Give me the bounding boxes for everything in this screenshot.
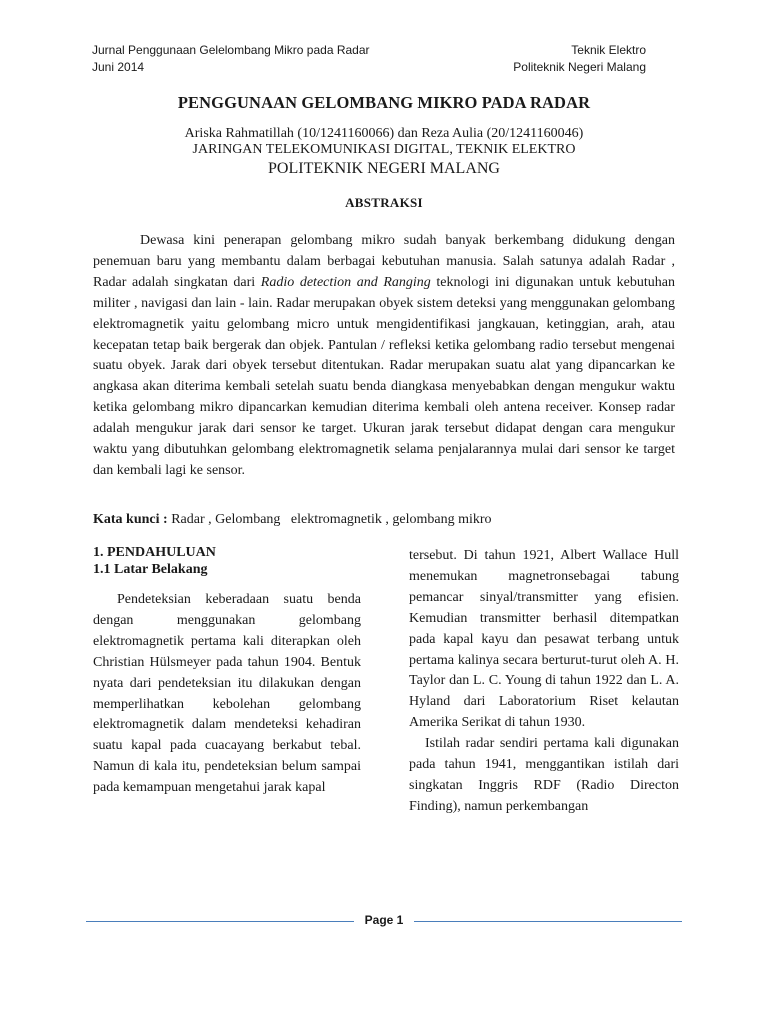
subsection-heading: 1.1 Latar Belakang xyxy=(93,561,208,577)
journal-title: Jurnal Penggunaan Gelelombang Mikro pada Radar xyxy=(92,43,370,57)
abstract-heading: ABSTRAKSI xyxy=(345,195,423,210)
left-column xyxy=(93,545,361,799)
header-institution: Politeknik Negeri Malang xyxy=(513,60,646,74)
footer-rule-right xyxy=(414,921,682,922)
journal-date: Juni 2014 xyxy=(92,60,145,74)
keywords xyxy=(93,512,683,528)
author-institution: POLITEKNIK NEGERI MALANG xyxy=(268,160,500,177)
keywords-text: Radar , Gelombang elektromagnetik , gelombang mikro xyxy=(171,512,492,527)
keywords-label: Kata kunci : xyxy=(93,512,168,527)
author-department: JARINGAN TELEKOMUNIKASI DIGITAL, TEKNIK ELEKTRO xyxy=(192,142,576,157)
header-department: Teknik Elektro xyxy=(571,43,646,57)
abstract-body xyxy=(93,231,675,482)
right-column-paragraph-2: Istilah radar sendiri pertama kali digunakan pada tahun 1941, menggantikan istilah dari singkatan Inggris RDF (Radio Directon Finding), namun perkembangan xyxy=(409,736,679,814)
abstract-text-part2: teknologi ini digunakan untuk kebutuhan militer , navigasi dan lain - lain. Radar merupakan obyek sistem deteksi yang menggunakan gelombang elektromagnetik yaitu gelombang micro untuk mengidentifikasi jangkauan, ketinggian, arah, atau kecepatan tetap baik bergerak dan objek. Pantulan / refleksi ketika gelombang radio tersebut mengenai suatu obyek. Jarak dari obyek tersebut ditentukan. Radar merupakan suatu alat yang dipancarkan ke angkasa akan diterima kembali setelah suatu benda diangkasa menyebabkan dengan mengukur waktu ketika gelombang mikro dipancarkan kemudian diterima kembali oleh antena receiver. Konsep radar adalah mengukur jarak dari sensor ke target. Ukuran jarak tersebut didapat dengan cara mengukur waktu yang dibutuhkan gelombang elektromagnetik selama penjalarannya mulai dari sensor ke target dan kembali lagi ke sensor. xyxy=(93,274,675,478)
page-footer xyxy=(86,912,682,932)
author-names: Ariska Rahmatillah (10/1241160066) dan Reza Aulia (20/1241160046) xyxy=(184,126,584,141)
abstract-text-part1: Dewasa kini penerapan gelombang mikro sudah banyak berkembang didukung dengan penemuan baru yang membantu dalam berbagai kebutuhan manusia. Salah satunya adalah Radar , Radar adalah singkatan dari xyxy=(93,233,675,290)
left-column-paragraph: Pendeteksian keberadaan suatu benda dengan menggunakan gelombang elektromagnetik pertama kali diterapkan oleh Christian Hülsmeyer pada tahun 1904. Bentuk nyata dari pendeteksian itu dilakukan dengan memperlihatkan kebolehan gelombang elektromagnetik dalam mendeteksi kehadiran suatu kapal pada cuacayang berkabut tebal. Namun di kala itu, pendeteksian belum sampai pada kemampuan mengetahui jarak kapal xyxy=(93,592,361,796)
right-column-paragraph-1: tersebut. Di tahun 1921, Albert Wallace Hull menemukan magnetronsebagai tabung pemancar sinyal/transmitter yang efisien. Kemudian transmitter berhasil ditempatkan pada kapal kayu dan pesawat terbang untuk pertama kalinya secara berturut-turut oleh A. H. Taylor dan L. C. Young di tahun 1922 dan L. A. Hyland dari Laboratorium Riset kelautan Amerika Serikat di tahun 1930. xyxy=(409,548,679,731)
page-number: Page 1 xyxy=(364,913,404,927)
right-column xyxy=(409,546,679,818)
paper-title: PENGGUNAAN GELOMBANG MIKRO PADA RADAR xyxy=(177,93,591,112)
author-block xyxy=(0,126,768,158)
running-header-left xyxy=(92,42,370,76)
section-heading: 1. PENDAHULUAN xyxy=(93,545,216,560)
abstract-text-italic: Radio detection and Ranging xyxy=(260,274,431,290)
running-header-right xyxy=(513,42,646,76)
